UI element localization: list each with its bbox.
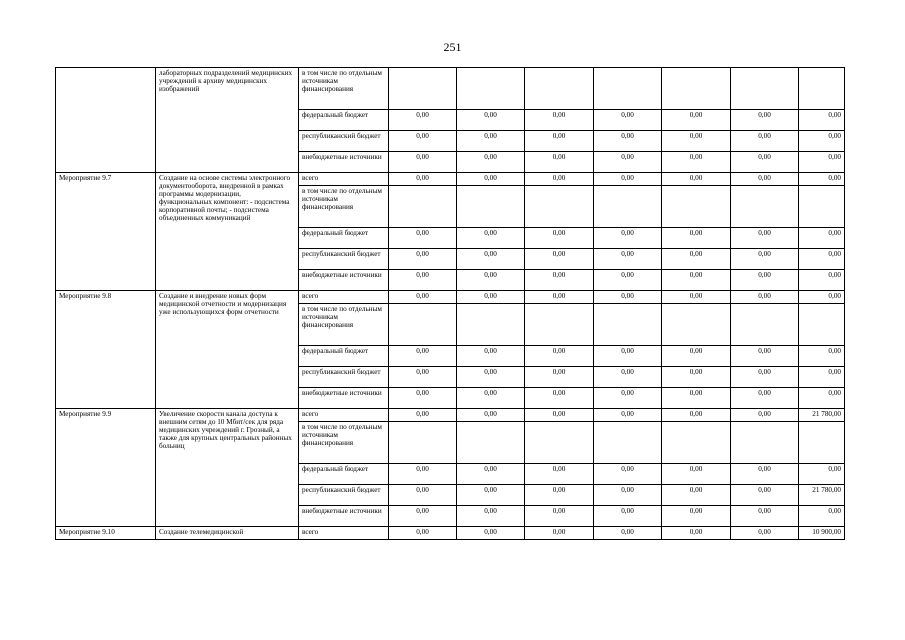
value-cell: 0,00: [594, 527, 662, 540]
value-cell: 0,00: [389, 367, 457, 388]
value-cell: 0,00: [662, 506, 731, 527]
funding-source-cell: внебюджетные источники: [299, 152, 389, 173]
value-cell: 0,00: [799, 173, 845, 186]
value-cell: 0,00: [731, 152, 799, 173]
value-cell: 0,00: [731, 173, 799, 186]
value-cell: 0,00: [389, 228, 457, 249]
value-cell: 0,00: [389, 131, 457, 152]
value-cell: 0,00: [662, 367, 731, 388]
funding-source-cell: внебюджетные источники: [299, 388, 389, 409]
measure-title-cell: Создание на основе системы электронного документооборота, внедренной в рамках программы модернизации, функциональных компонент: - подсистема корпоративной почты; - подсистема объединенных коммуникаций: [156, 173, 299, 291]
value-cell: 0,00: [799, 270, 845, 291]
value-cell: 0,00: [389, 409, 457, 422]
value-cell: 0,00: [731, 291, 799, 304]
value-cell: 0,00: [799, 249, 845, 270]
value-cell: [731, 304, 799, 346]
value-cell: 10 900,00: [799, 527, 845, 540]
table-row: [56, 173, 845, 186]
measure-title-cell: Создание телемедицинской: [156, 527, 299, 540]
value-cell: 0,00: [594, 388, 662, 409]
value-cell: 0,00: [731, 527, 799, 540]
value-cell: 0,00: [457, 409, 525, 422]
value-cell: [731, 68, 799, 110]
value-cell: 0,00: [594, 110, 662, 131]
value-cell: [799, 304, 845, 346]
value-cell: [525, 422, 594, 464]
value-cell: [594, 186, 662, 228]
funding-source-cell: республиканский бюджет: [299, 367, 389, 388]
value-cell: 0,00: [457, 270, 525, 291]
value-cell: 0,00: [662, 131, 731, 152]
value-cell: 0,00: [389, 173, 457, 186]
value-cell: 0,00: [457, 527, 525, 540]
value-cell: 0,00: [799, 388, 845, 409]
value-cell: 0,00: [662, 409, 731, 422]
value-cell: 21 780,00: [799, 409, 845, 422]
value-cell: 0,00: [799, 291, 845, 304]
value-cell: 0,00: [457, 291, 525, 304]
value-cell: 0,00: [799, 367, 845, 388]
value-cell: [457, 304, 525, 346]
value-cell: 0,00: [731, 228, 799, 249]
value-cell: 0,00: [525, 270, 594, 291]
value-cell: 0,00: [662, 152, 731, 173]
value-cell: 0,00: [457, 485, 525, 506]
measure-code-cell: Мероприятие 9.7: [56, 173, 156, 291]
value-cell: 0,00: [594, 249, 662, 270]
value-cell: 0,00: [389, 346, 457, 367]
value-cell: 0,00: [525, 346, 594, 367]
value-cell: 0,00: [662, 228, 731, 249]
value-cell: [457, 68, 525, 110]
value-cell: 0,00: [731, 270, 799, 291]
value-cell: 0,00: [594, 270, 662, 291]
value-cell: 0,00: [525, 367, 594, 388]
funding-source-cell: федеральный бюджет: [299, 464, 389, 485]
value-cell: 0,00: [594, 152, 662, 173]
value-cell: [389, 68, 457, 110]
value-cell: 0,00: [389, 291, 457, 304]
value-cell: 0,00: [389, 464, 457, 485]
value-cell: 0,00: [799, 152, 845, 173]
value-cell: [662, 422, 731, 464]
value-cell: [525, 68, 594, 110]
value-cell: [525, 304, 594, 346]
value-cell: 0,00: [389, 388, 457, 409]
value-cell: 0,00: [799, 346, 845, 367]
value-cell: 0,00: [799, 228, 845, 249]
measure-code-cell: Мероприятие 9.8: [56, 291, 156, 409]
value-cell: 0,00: [662, 388, 731, 409]
value-cell: 0,00: [457, 367, 525, 388]
value-cell: 0,00: [594, 409, 662, 422]
value-cell: [594, 304, 662, 346]
value-cell: 0,00: [525, 173, 594, 186]
value-cell: 0,00: [731, 346, 799, 367]
table-row: [56, 409, 845, 422]
value-cell: 0,00: [525, 249, 594, 270]
measure-code-cell: Мероприятие 9.10: [56, 527, 156, 540]
value-cell: 0,00: [457, 152, 525, 173]
value-cell: 0,00: [662, 291, 731, 304]
value-cell: 0,00: [731, 485, 799, 506]
value-cell: 0,00: [731, 367, 799, 388]
funding-source-cell: всего: [299, 173, 389, 186]
value-cell: 0,00: [731, 388, 799, 409]
value-cell: 0,00: [731, 464, 799, 485]
value-cell: 0,00: [594, 367, 662, 388]
value-cell: [457, 422, 525, 464]
value-cell: 0,00: [594, 131, 662, 152]
value-cell: [389, 422, 457, 464]
measure-code-cell: [56, 68, 156, 173]
measure-title-cell: лабораторных подразделений медицинских учреждений к архиву медицинских изображений: [156, 68, 299, 173]
value-cell: [731, 422, 799, 464]
value-cell: 0,00: [525, 409, 594, 422]
value-cell: 0,00: [731, 249, 799, 270]
value-cell: 0,00: [525, 152, 594, 173]
value-cell: 0,00: [525, 527, 594, 540]
value-cell: 0,00: [594, 506, 662, 527]
funding-source-cell: республиканский бюджет: [299, 249, 389, 270]
value-cell: 0,00: [799, 110, 845, 131]
value-cell: 0,00: [731, 110, 799, 131]
value-cell: 0,00: [457, 346, 525, 367]
value-cell: 0,00: [457, 131, 525, 152]
value-cell: 0,00: [389, 110, 457, 131]
value-cell: [799, 422, 845, 464]
value-cell: 0,00: [662, 527, 731, 540]
value-cell: 0,00: [799, 131, 845, 152]
measure-title-cell: Увеличение скорости канала доступа к внешним сетям до 10 Мбит/сек для ряда медицинских учреждений г. Грозный, а также для крупных центральных районных больниц: [156, 409, 299, 527]
funding-source-cell: республиканский бюджет: [299, 485, 389, 506]
value-cell: 0,00: [594, 173, 662, 186]
funding-source-cell: в том числе по отдельным источникам финансирования: [299, 422, 389, 464]
value-cell: [662, 186, 731, 228]
value-cell: 0,00: [525, 131, 594, 152]
value-cell: 0,00: [525, 506, 594, 527]
budget-table: [55, 67, 845, 540]
value-cell: 0,00: [525, 110, 594, 131]
value-cell: 0,00: [457, 249, 525, 270]
value-cell: 0,00: [594, 464, 662, 485]
value-cell: 0,00: [525, 228, 594, 249]
value-cell: [731, 186, 799, 228]
value-cell: 0,00: [457, 506, 525, 527]
funding-source-cell: федеральный бюджет: [299, 346, 389, 367]
table-row: [56, 527, 845, 540]
value-cell: 0,00: [389, 152, 457, 173]
value-cell: 0,00: [457, 388, 525, 409]
value-cell: 0,00: [389, 527, 457, 540]
value-cell: [457, 186, 525, 228]
value-cell: 0,00: [662, 110, 731, 131]
value-cell: 0,00: [525, 464, 594, 485]
value-cell: 0,00: [457, 464, 525, 485]
funding-source-cell: федеральный бюджет: [299, 228, 389, 249]
table-row: [56, 68, 845, 110]
value-cell: 0,00: [389, 485, 457, 506]
measure-code-cell: Мероприятие 9.9: [56, 409, 156, 527]
funding-source-cell: всего: [299, 409, 389, 422]
value-cell: [662, 68, 731, 110]
value-cell: 0,00: [662, 464, 731, 485]
funding-source-cell: федеральный бюджет: [299, 110, 389, 131]
value-cell: 0,00: [662, 173, 731, 186]
funding-source-cell: внебюджетные источники: [299, 270, 389, 291]
value-cell: [594, 422, 662, 464]
funding-source-cell: республиканский бюджет: [299, 131, 389, 152]
value-cell: 0,00: [389, 249, 457, 270]
value-cell: 0,00: [662, 249, 731, 270]
value-cell: 0,00: [389, 506, 457, 527]
value-cell: 0,00: [731, 131, 799, 152]
table-row: [56, 291, 845, 304]
funding-source-cell: в том числе по отдельным источникам финансирования: [299, 186, 389, 228]
value-cell: 0,00: [457, 173, 525, 186]
page-number: 251: [443, 40, 462, 54]
value-cell: [525, 186, 594, 228]
value-cell: 0,00: [525, 291, 594, 304]
value-cell: 0,00: [799, 506, 845, 527]
value-cell: 0,00: [594, 485, 662, 506]
value-cell: 0,00: [799, 464, 845, 485]
value-cell: 0,00: [662, 346, 731, 367]
value-cell: 0,00: [389, 270, 457, 291]
measure-title-cell: Создание и внедрение новых форм медицинской отчетности и модернизация уже использующихся форм отчетности: [156, 291, 299, 409]
value-cell: 0,00: [594, 346, 662, 367]
value-cell: [594, 68, 662, 110]
funding-source-cell: в том числе по отдельным источникам финансирования: [299, 68, 389, 110]
funding-source-cell: в том числе по отдельным источникам финансирования: [299, 304, 389, 346]
value-cell: 0,00: [731, 409, 799, 422]
value-cell: 0,00: [662, 270, 731, 291]
value-cell: 0,00: [457, 110, 525, 131]
value-cell: 0,00: [731, 506, 799, 527]
funding-source-cell: всего: [299, 527, 389, 540]
value-cell: [389, 304, 457, 346]
value-cell: 0,00: [457, 228, 525, 249]
value-cell: 0,00: [525, 485, 594, 506]
value-cell: [799, 68, 845, 110]
funding-source-cell: всего: [299, 291, 389, 304]
value-cell: 21 780,00: [799, 485, 845, 506]
budget-table-body: [56, 68, 845, 540]
value-cell: [389, 186, 457, 228]
value-cell: 0,00: [525, 388, 594, 409]
value-cell: [662, 304, 731, 346]
funding-source-cell: внебюджетные источники: [299, 506, 389, 527]
value-cell: [799, 186, 845, 228]
value-cell: 0,00: [594, 291, 662, 304]
value-cell: 0,00: [594, 228, 662, 249]
value-cell: 0,00: [662, 485, 731, 506]
